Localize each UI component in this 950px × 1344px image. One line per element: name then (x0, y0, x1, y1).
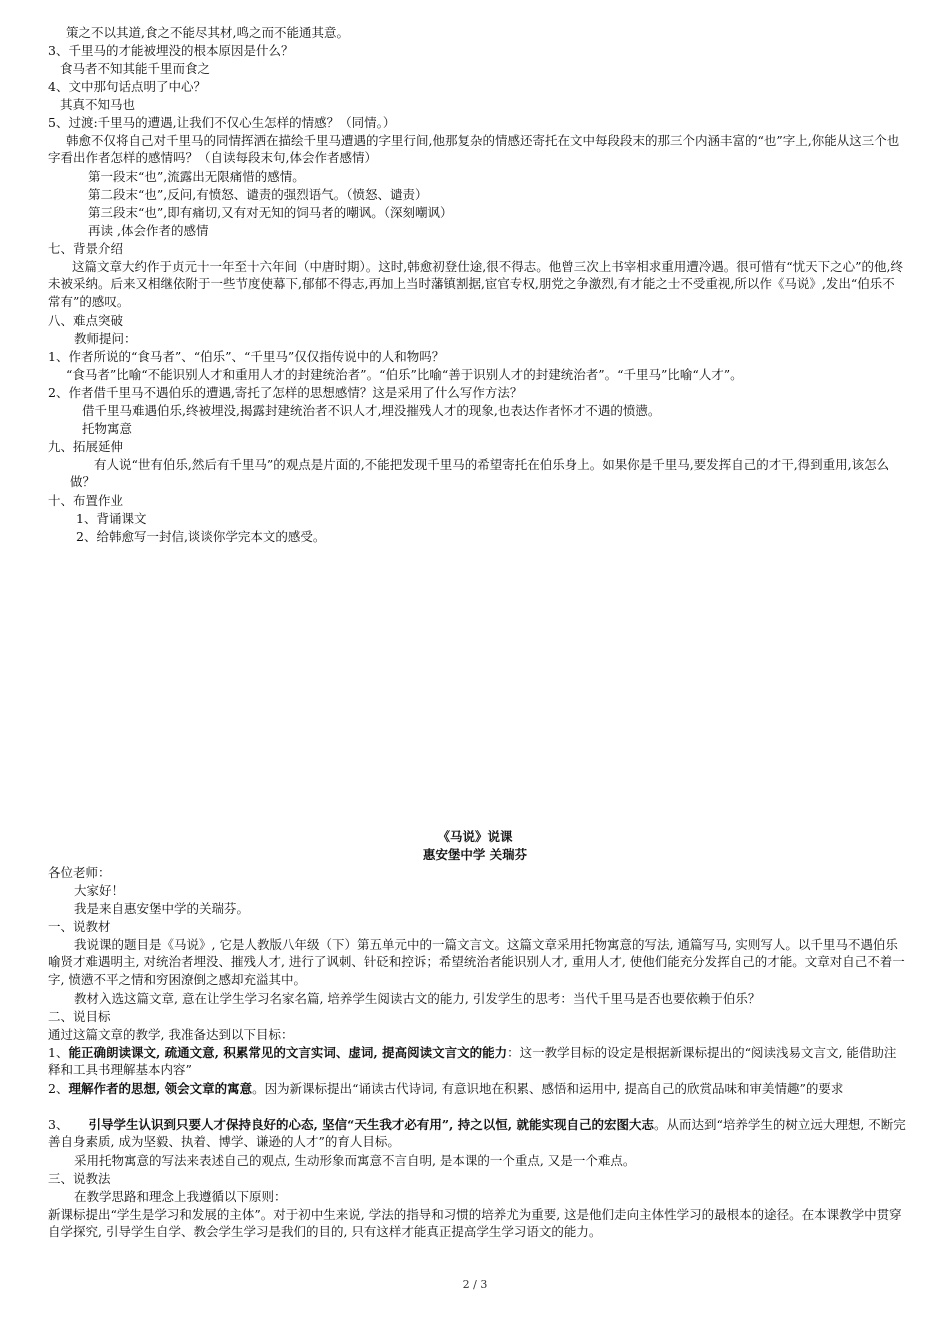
answer-4: 其真不知马也 (60, 97, 136, 112)
greeting: 各位老师： (48, 865, 111, 880)
difficulty-answer-1: “食马者”比喻“不能识别人才和重用人才的封建统治者”。“伯乐”比喻“善于识别人才的封建统治者”。“千里马”比喻“人才”。 (66, 367, 743, 382)
section-heading-textbook: 一、说教材 (48, 919, 111, 934)
paragraph: 韩愈不仅将自己对千里马的同情挥洒在描绘千里马遭遇的字里行间,他那复杂的情感还寄托在文中每段段末的那三个内涵丰富的“也”字上,你能从这三个也字看出作者怎样的感情吗？（自读每段末句,体会作者感情） (48, 133, 900, 166)
ye-point-2: 第二段末“也”,反问,有愤怒、谴责的强烈语气。（愤怒、谴责） (88, 187, 428, 202)
methods-intro: 在教学思路和理念上我遵循以下原则： (74, 1189, 287, 1204)
ye-point-1: 第一段末“也”,流露出无限痛惜的感情。 (88, 169, 305, 184)
paragraph-textbook: 我说课的题目是《马说》, 它是人教版八年级（下）第五单元中的一篇文言文。这篇文章采用托物寓意的写法, 通篇写马, 实则写人。以千里马不遇伯乐喻贤才难遇明主, 对统治者埋没、摧残人才, 进行了讽刺、针砭和控诉；希望统治者能识别人才, 重用人才, 使他们能充分发挥自己的才能。文章对自己不着一字, 愤懑不平之情和穷困潦倒之感却充溢其中。 (48, 937, 905, 987)
ye-point-3: 第三段末“也”,即有痛切,又有对无知的饲马者的嘲讽。（深刻嘲讽） (88, 205, 453, 220)
goal-2 (48, 1080, 906, 1097)
intro-line: 我是来自惠安堡中学的关瑞芬。 (74, 901, 250, 916)
goal-2-number: 2、 (48, 1081, 69, 1096)
homework-1: 1、背诵课文 (76, 511, 147, 526)
goal-3 (48, 1116, 906, 1151)
section-heading-goals: 二、说目标 (48, 1009, 111, 1024)
goal-2-text: 。因为新课标提出“诵读古代诗词, 有意识地在积累、感悟和运用中, 提高自己的欣赏品味和审美情趣”的要求 (252, 1081, 844, 1096)
goal-1-emphasis: 能正确朗读课文, 疏通文意, 积累常见的文言实词、虚词, 提高阅读文言文的能力 (68, 1045, 508, 1060)
question-5: 5、过渡:千里马的遭遇,让我们不仅心生怎样的情感？（同情。） (48, 115, 396, 130)
document-subtitle: 惠安堡中学 关瑞芬 (422, 847, 528, 862)
difficulty-answer-2: 借千里马难遇伯乐,终被埋没,揭露封建统治者不识人才,埋没摧残人才的现象,也表达作者怀才不遇的愤懑。 (82, 403, 661, 418)
goal-3-emphasis: 引导学生认识到只要人才保持良好的心态, 坚信“天生我才必有用”, 持之以恒, 就能实现自己的宏图大志 (88, 1117, 654, 1132)
text-line: 策之不以其道,食之不能尽其材,鸣之而不能通其意。 (66, 25, 349, 40)
question-4: 4、文中那句话点明了中心？ (48, 79, 206, 94)
goal-3-number: 3、 (48, 1117, 69, 1132)
difficulty-question-1: 1、作者所说的“食马者”、“伯乐”、“千里马”仅仅指传说中的人和物吗？ (48, 349, 445, 364)
section-heading-9: 九、拓展延伸 (48, 439, 124, 454)
section-heading-methods: 三、说教法 (48, 1171, 111, 1186)
hello-line: 大家好！ (74, 883, 125, 898)
difficulty-question-2: 2、作者借千里马不遇伯乐的遭遇,寄托了怎样的思想感情？这是采用了什么写作方法？ (48, 385, 523, 400)
paragraph-extension: 有人说“世有伯乐,然后有千里马”的观点是片面的,不能把发现千里马的希望寄托在伯乐身上。如果你是千里马,要发挥自己的才干,得到重用,该怎么做？ (70, 457, 890, 490)
section-heading-7: 七、背景介绍 (48, 241, 124, 256)
goal-1-number: 1、 (48, 1045, 69, 1060)
paragraph-textbook-2: 教材入选这篇文章, 意在让学生学习名家名篇, 培养学生阅读古文的能力, 引发学生的思考：当代千里马是否也要依赖于伯乐？ (74, 991, 761, 1006)
paragraph-background: 这篇文章大约作于贞元十一年至十六年间（中唐时期）。这时,韩愈初登仕途,很不得志。他曾三次上书宰相求重用遭冷遇。很可惜有“忧天下之心”的他,终未被采纳。后来又相继依附于一些节度使幕下,郁郁不得志,再加上当时藩镇割据,宦官专权,朋党之争激烈,有才能之士不受重视,所以作《马说》,发出“伯乐不常有”的感叹。 (48, 259, 903, 309)
difficulty-answer-2b: 托物寓意 (82, 421, 133, 436)
goal-1 (48, 1044, 906, 1079)
goal-3-text: 。从而达到“培养学生的树立远大理想, 不断完善自身素质, 成为坚毅、执着、博学、谦逊的人才”的育人目标。 (48, 1117, 906, 1150)
goals-intro: 通过这篇文章的教学, 我准备达到以下目标： (48, 1027, 294, 1042)
answer-3: 食马者不知其能千里而食之 (60, 61, 211, 76)
goal-2-emphasis: 理解作者的思想, 领会文章的寓意 (68, 1081, 253, 1096)
section-heading-10: 十、布置作业 (48, 493, 124, 508)
paragraph-methods: 新课标提出“学生是学习和发展的主体”。对于初中生来说, 学法的指导和习惯的培养尤为重要, 这是他们走向主体性学习的最根本的途径。在本课教学中贯穿自学探究, 引导学生自学、教会学生学习是我们的目的, 只有这样才能真正提高学生学习语文的能力。 (48, 1207, 902, 1240)
section-heading-8: 八、难点突破 (48, 313, 124, 328)
reread-line: 再读 ,体会作者的感情 (88, 223, 209, 238)
question-3: 3、千里马的才能被埋没的根本原因是什么？ (48, 43, 294, 58)
goal-1-text: ：这一教学目标的设定是根据新课标提出的“阅读浅易文言文, 能借助注释和工具书理解基本内容” (48, 1045, 897, 1078)
document-title: 《马说》说课 (437, 829, 513, 844)
goals-summary: 采用托物寓意的写法来表述自己的观点, 生动形象而寓意不言自明, 是本课的一个重点, 又是一个难点。 (74, 1153, 636, 1168)
teacher-question-label: 教师提问： (74, 331, 137, 346)
page-number: 2 / 3 (462, 1278, 488, 1291)
homework-2: 2、给韩愈写一封信,谈谈你学完本文的感受。 (76, 529, 326, 544)
